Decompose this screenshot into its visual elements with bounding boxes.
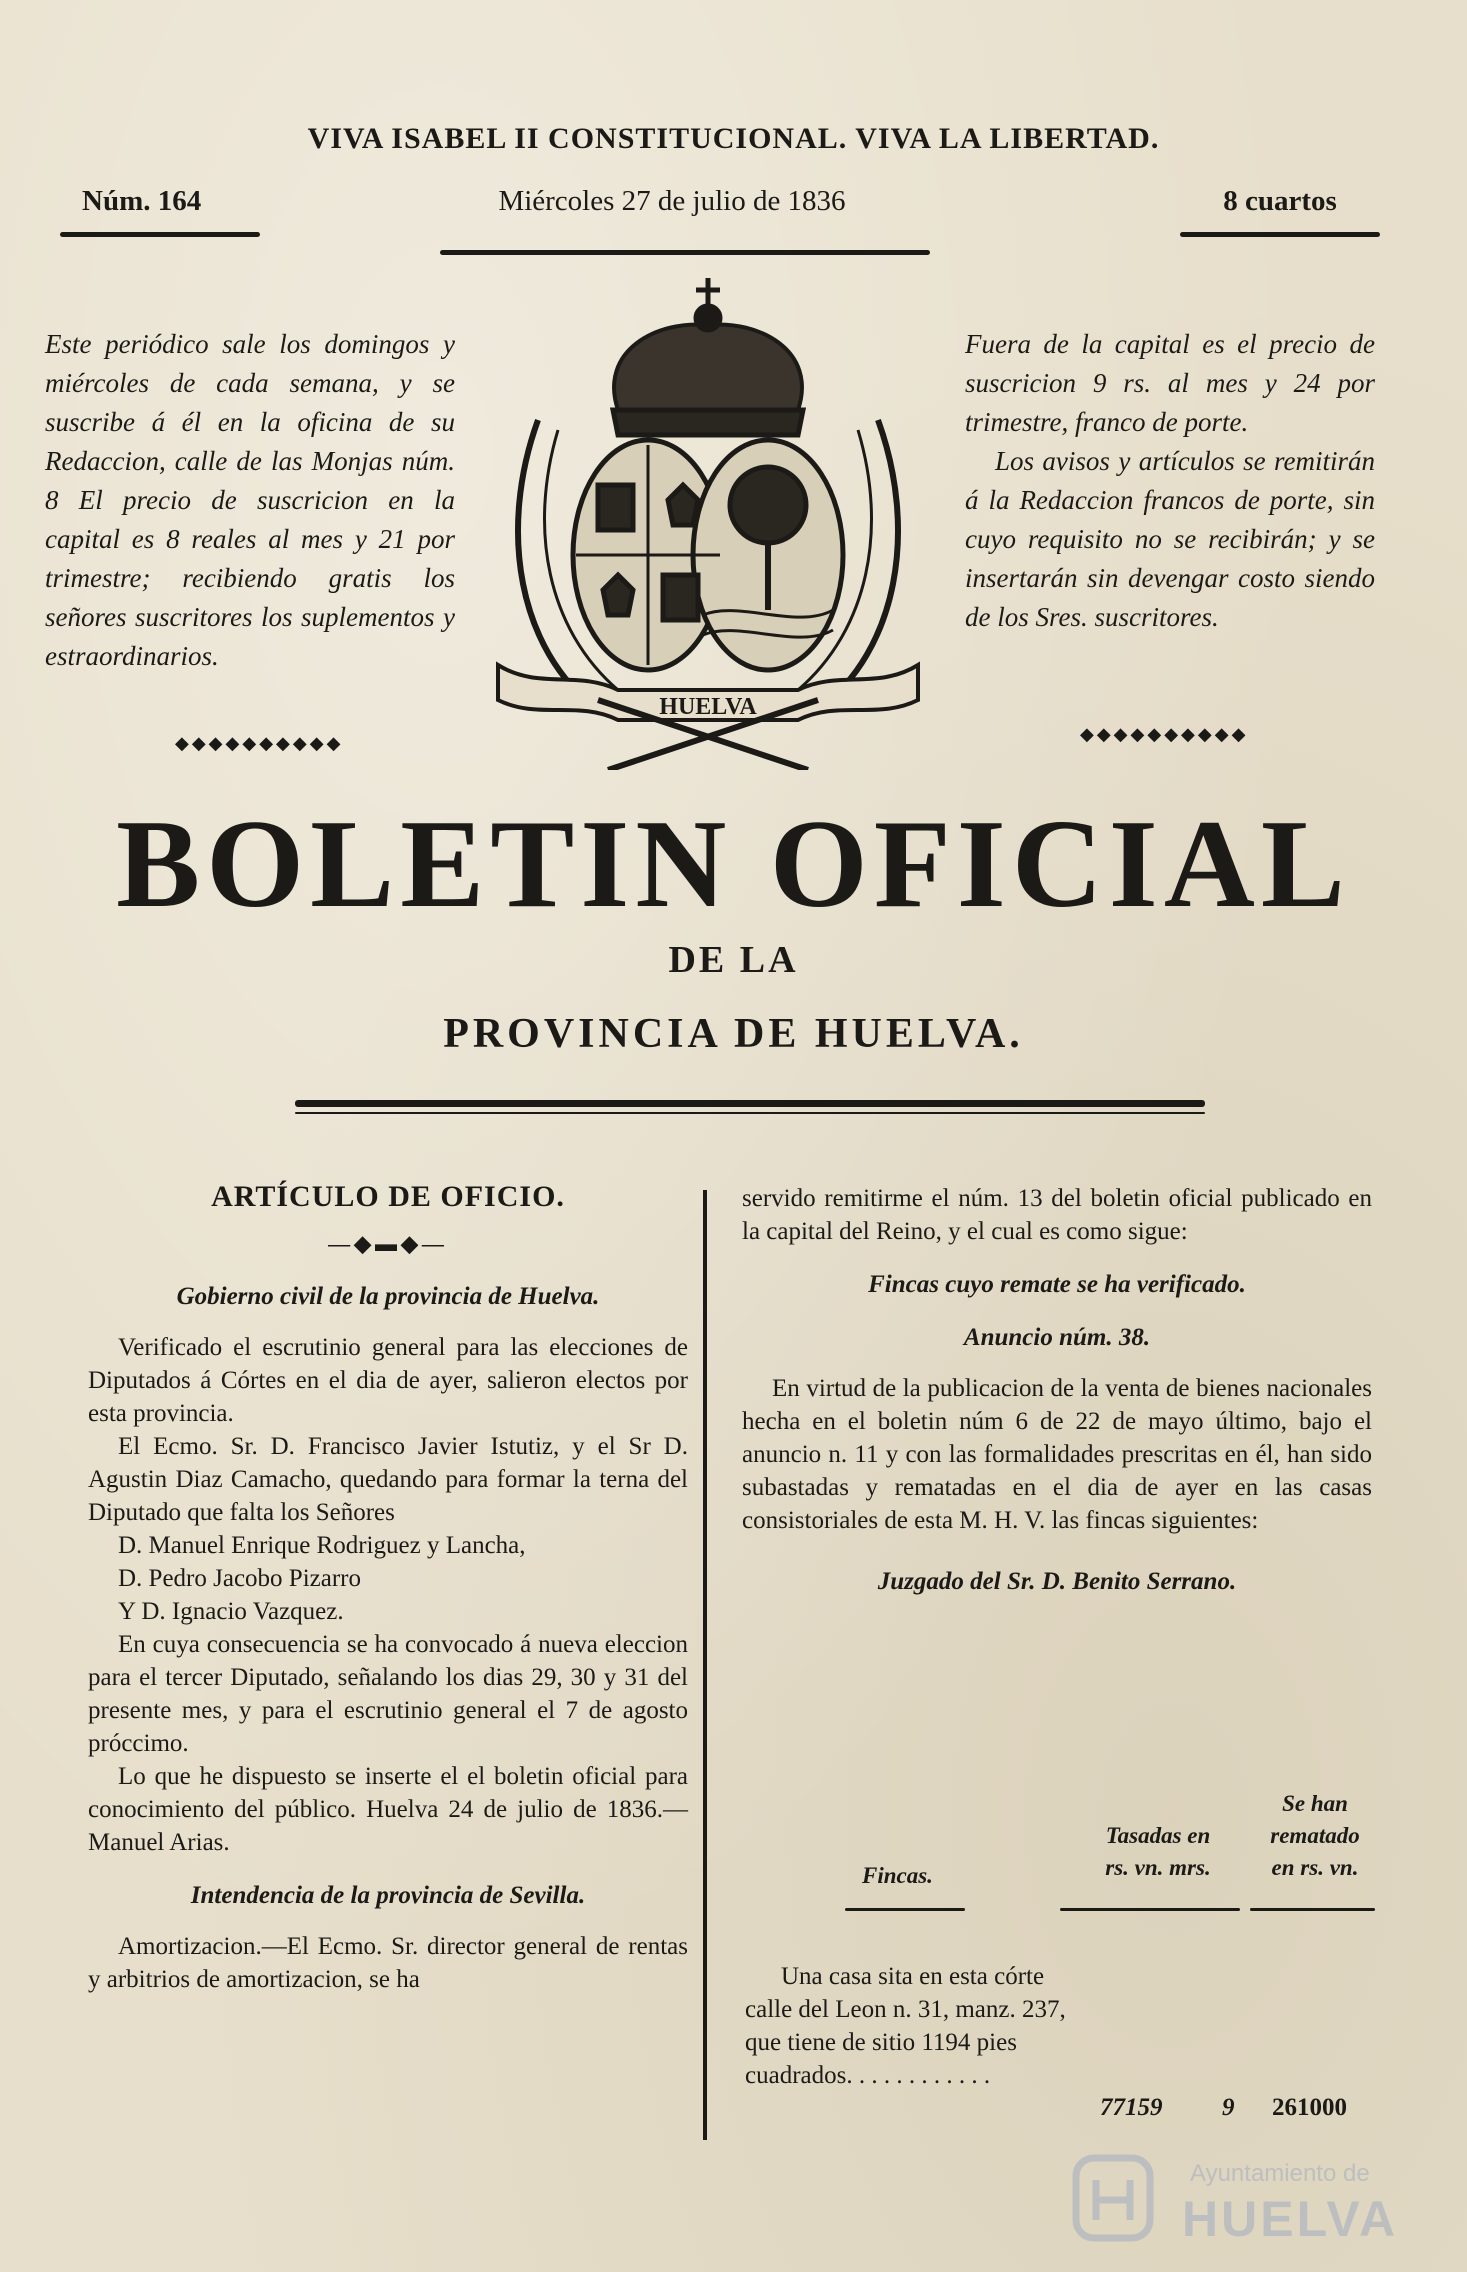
table-col-tasadas xyxy=(1068,1820,1248,1884)
intro-left-text: Este periódico sale los domingos y miércoles de cada semana, y se suscribe á él en la oficina de su Redaccion, calle de las Monjas núm. 8 El precio de suscricion en la capital es 8 reales al mes y 21 por trimestre; recibiendo gratis los señores suscritores los suplementos y estraordinarios. xyxy=(45,329,455,671)
left-para-2: El Ecmo. Sr. D. Francisco Javier Istutiz, y el Sr D. Agustin Diaz Camacho, quedando para formar la terna del Diputado que falta los Señores xyxy=(88,1433,688,1526)
table-row-mrs: 9 xyxy=(1222,2094,1235,2121)
right-heading-2: Anuncio núm. 38. xyxy=(963,1324,1151,1351)
watermark-line-1: Ayuntamiento de xyxy=(1190,2160,1370,2187)
intro-right-p1: Fuera de la capital es el precio de suscricion 9 rs. al mes y 24 por trimestre, franco de porte. xyxy=(965,329,1375,437)
table-row-tasada: 77159 xyxy=(1100,2094,1163,2121)
rule-right xyxy=(1180,232,1380,237)
motto: VIVA ISABEL II CONSTITUCIONAL. VIVA LA LIBERTAD. xyxy=(307,122,1160,155)
rule-left xyxy=(60,232,260,237)
column-divider xyxy=(703,1190,707,2140)
table-col-tasadas-1: Tasadas en xyxy=(1105,1823,1211,1848)
candidate-3: Y D. Ignacio Vazquez. xyxy=(118,1598,344,1625)
right-heading-1: Fincas cuyo remate se ha verificado. xyxy=(868,1271,1246,1298)
intro-left xyxy=(45,325,455,676)
left-para-3: En cuya consecuencia se ha convocado á nueva eleccion para el tercer Diputado, señalando los dias 29, 30 y 31 del presente mes, y para el escrutinio general el 7 de agosto próccimo. xyxy=(88,1631,688,1757)
table-rule-1 xyxy=(845,1908,965,1911)
masthead-rule xyxy=(295,1100,1205,1107)
issue-number: Núm. 164 xyxy=(82,185,202,217)
table-row xyxy=(745,1960,1075,2092)
right-para-2: En virtud de la publicacion de la venta de bienes nacionales hecha en el boletin núm 6 de 22 de mayo último, bajo el anuncio n. 11 y con las formalidades prescritas en él, han sido subastadas y rematadas en el dia de ayer en las casas consistoriales de esta M. H. V. las fincas siguientes: xyxy=(742,1375,1372,1534)
right-para-1: servido remitirme el núm. 13 del boletin oficial publicado en la capital del Reino, y el cual es como sigue: xyxy=(742,1185,1372,1245)
issue-date: Miércoles 27 de julio de 1836 xyxy=(498,185,846,217)
crest-ribbon-text: HUELVA xyxy=(659,694,757,720)
rule-center xyxy=(440,250,930,255)
table-row-text: Una casa sita en esta córte calle del Leon n. 31, manz. 237, que tiene de sitio 1194 pies cuadrados. . . . . . . . . . . . xyxy=(745,1963,1066,2089)
masthead-rule-thin xyxy=(295,1112,1205,1114)
masthead-title: BOLETIN OFICIAL xyxy=(116,795,1351,934)
table-col-rematado-2: en rs. vn. xyxy=(1271,1855,1359,1880)
masthead-subtitle: DE LA xyxy=(668,939,799,981)
table-col-rematado-1: Se han rematado xyxy=(1270,1791,1360,1848)
section-ornament: —◆▬◆— xyxy=(328,1231,448,1256)
intro-right-p2: Los avisos y artículos se remitirán á la Redaccion francos de porte, sin cuyo requisito no se recibirán; y se insertarán sin devengar costo siendo de los Sres. suscritores. xyxy=(965,446,1375,632)
issue-price: 8 cuartos xyxy=(1223,185,1337,217)
left-para-1: Verificado el escrutinio general para las elecciones de Diputados á Córtes en el dia de ayer, salieron electos por esta provincia. xyxy=(88,1334,688,1427)
dots-right: ◆◆◆◆◆◆◆◆◆◆ xyxy=(1080,724,1249,745)
masthead-province: PROVINCIA DE HUELVA. xyxy=(443,1011,1024,1057)
ayuntamiento-logo-icon xyxy=(1068,2150,1158,2245)
left-para-4: Lo que he dispuesto se inserte el el boletin oficial para conocimiento del público. Huelva 24 de julio de 1836.—Manuel Arias. xyxy=(88,1763,688,1856)
left-heading-2: Intendencia de la provincia de Sevilla. xyxy=(190,1882,586,1909)
table-col-rematado xyxy=(1245,1788,1385,1884)
section-title: ARTÍCULO DE OFICIO. xyxy=(211,1180,565,1213)
coat-of-arms-icon xyxy=(478,270,938,770)
candidate-2: D. Pedro Jacobo Pizarro xyxy=(118,1565,361,1592)
watermark-line-2: HUELVA xyxy=(1182,2191,1399,2247)
left-column xyxy=(88,1180,688,1996)
candidate-1: D. Manuel Enrique Rodriguez y Lancha, xyxy=(118,1532,526,1559)
table-row-rematado: 261000 xyxy=(1272,2094,1347,2121)
table-col-fincas: Fincas. xyxy=(862,1863,933,1888)
table-rule-2 xyxy=(1060,1908,1240,1911)
table-rule-3 xyxy=(1250,1908,1375,1911)
right-heading-3: Juzgado del Sr. D. Benito Serrano. xyxy=(877,1568,1237,1595)
left-heading-1: Gobierno civil de la provincia de Huelva. xyxy=(176,1283,600,1310)
intro-right xyxy=(965,325,1375,637)
left-para-5: Amortizacion.—El Ecmo. Sr. director general de rentas y arbitrios de amortizacion, se ha xyxy=(88,1933,688,1993)
table-col-tasadas-2: rs. vn. mrs. xyxy=(1105,1855,1211,1880)
dots-left: ◆◆◆◆◆◆◆◆◆◆ xyxy=(175,733,344,754)
right-column xyxy=(742,1182,1372,1616)
